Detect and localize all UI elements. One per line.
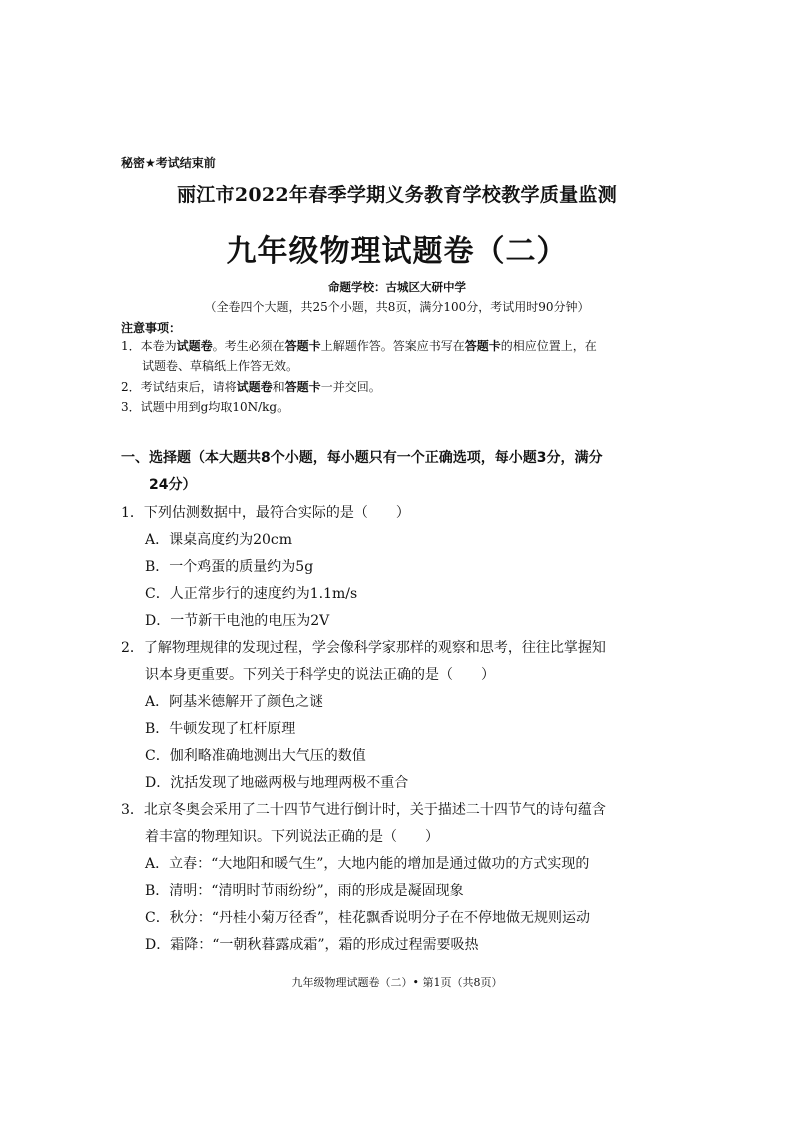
question-2-option-b: B．牛顿发现了杠杆原理 — [145, 721, 296, 737]
question-1-option-d: D．一节新干电池的电压为2V — [145, 613, 330, 629]
confidential-mark: 秘密★考试结束前 — [121, 156, 216, 170]
question-3: 3．北京冬奥会采用了二十四节气进行倒计时，关于描述二十四节气的诗句蕴含 — [121, 802, 606, 818]
question-2-option-a: A．阿基米德解开了颜色之谜 — [145, 694, 324, 710]
question-3-cont: 着丰富的物理知识。下列说法正确的是（ ） — [145, 829, 439, 845]
question-2-option-c: C．伽利略准确地测出大气压的数值 — [145, 748, 366, 764]
page-footer: 九年级物理试题卷（二）• 第1页（共8页） — [291, 976, 503, 989]
notice-item-1: 1．本卷为试题卷。考生必须在答题卡上解题作答。答案应书写在答题卡的相应位置上，在 — [121, 339, 597, 353]
question-2: 2．了解物理规律的发现过程，学会像科学家那样的观察和思考，往往比掌握知 — [121, 640, 606, 656]
exam-scope: （全卷四个大题，共25个小题，共8页，满分100分，考试用时90分钟） — [204, 300, 590, 314]
question-1-option-b: B．一个鸡蛋的质量约为5g — [145, 559, 314, 575]
question-3-option-b: B．清明：“清明时节雨纷纷”，雨的形成是凝固现象 — [145, 883, 464, 899]
notice-item-3: 3．试题中用到g均取10N/kg。 — [121, 400, 290, 414]
question-3-option-d: D．霜降：“一朝秋暮露成霜”，霜的形成过程需要吸热 — [145, 937, 479, 953]
question-2-option-d: D．沈括发现了地磁两极与地理两极不重合 — [145, 775, 409, 791]
section-heading-cont: 24分） — [149, 477, 197, 493]
setter-school: 命题学校：古城区大研中学 — [328, 280, 466, 294]
exam-title: 丽江市2022年春季学期义务教育学校教学质量监测 — [176, 184, 618, 206]
question-2-cont: 识本身更重要。下列关于科学史的说法正确的是（ ） — [145, 667, 495, 683]
question-1: 1．下列估测数据中，最符合实际的是（ ） — [121, 505, 410, 521]
question-3-option-a: A．立春：“大地阳和暖气生”，大地内能的增加是通过做功的方式实现的 — [145, 856, 590, 872]
notice-item-1-cont: 试题卷、草稿纸上作答无效。 — [142, 359, 299, 373]
question-1-option-c: C．人正常步行的速度约为1.1m/s — [145, 586, 358, 602]
question-1-option-a: A．课桌高度约为20cm — [145, 532, 293, 548]
section-heading: 一、选择题（本大题共8个小题，每小题只有一个正确选项，每小题3分，满分 — [121, 450, 603, 466]
notice-heading: 注意事项： — [121, 321, 182, 335]
notice-item-2: 2．考试结束后，请将试题卷和答题卡一并交回。 — [121, 380, 381, 394]
question-3-option-c: C．秋分：“丹桂小菊万径香”，桂花飘香说明分子在不停地做无规则运动 — [145, 910, 591, 926]
paper-title: 九年级物理试题卷（二） — [226, 234, 568, 269]
